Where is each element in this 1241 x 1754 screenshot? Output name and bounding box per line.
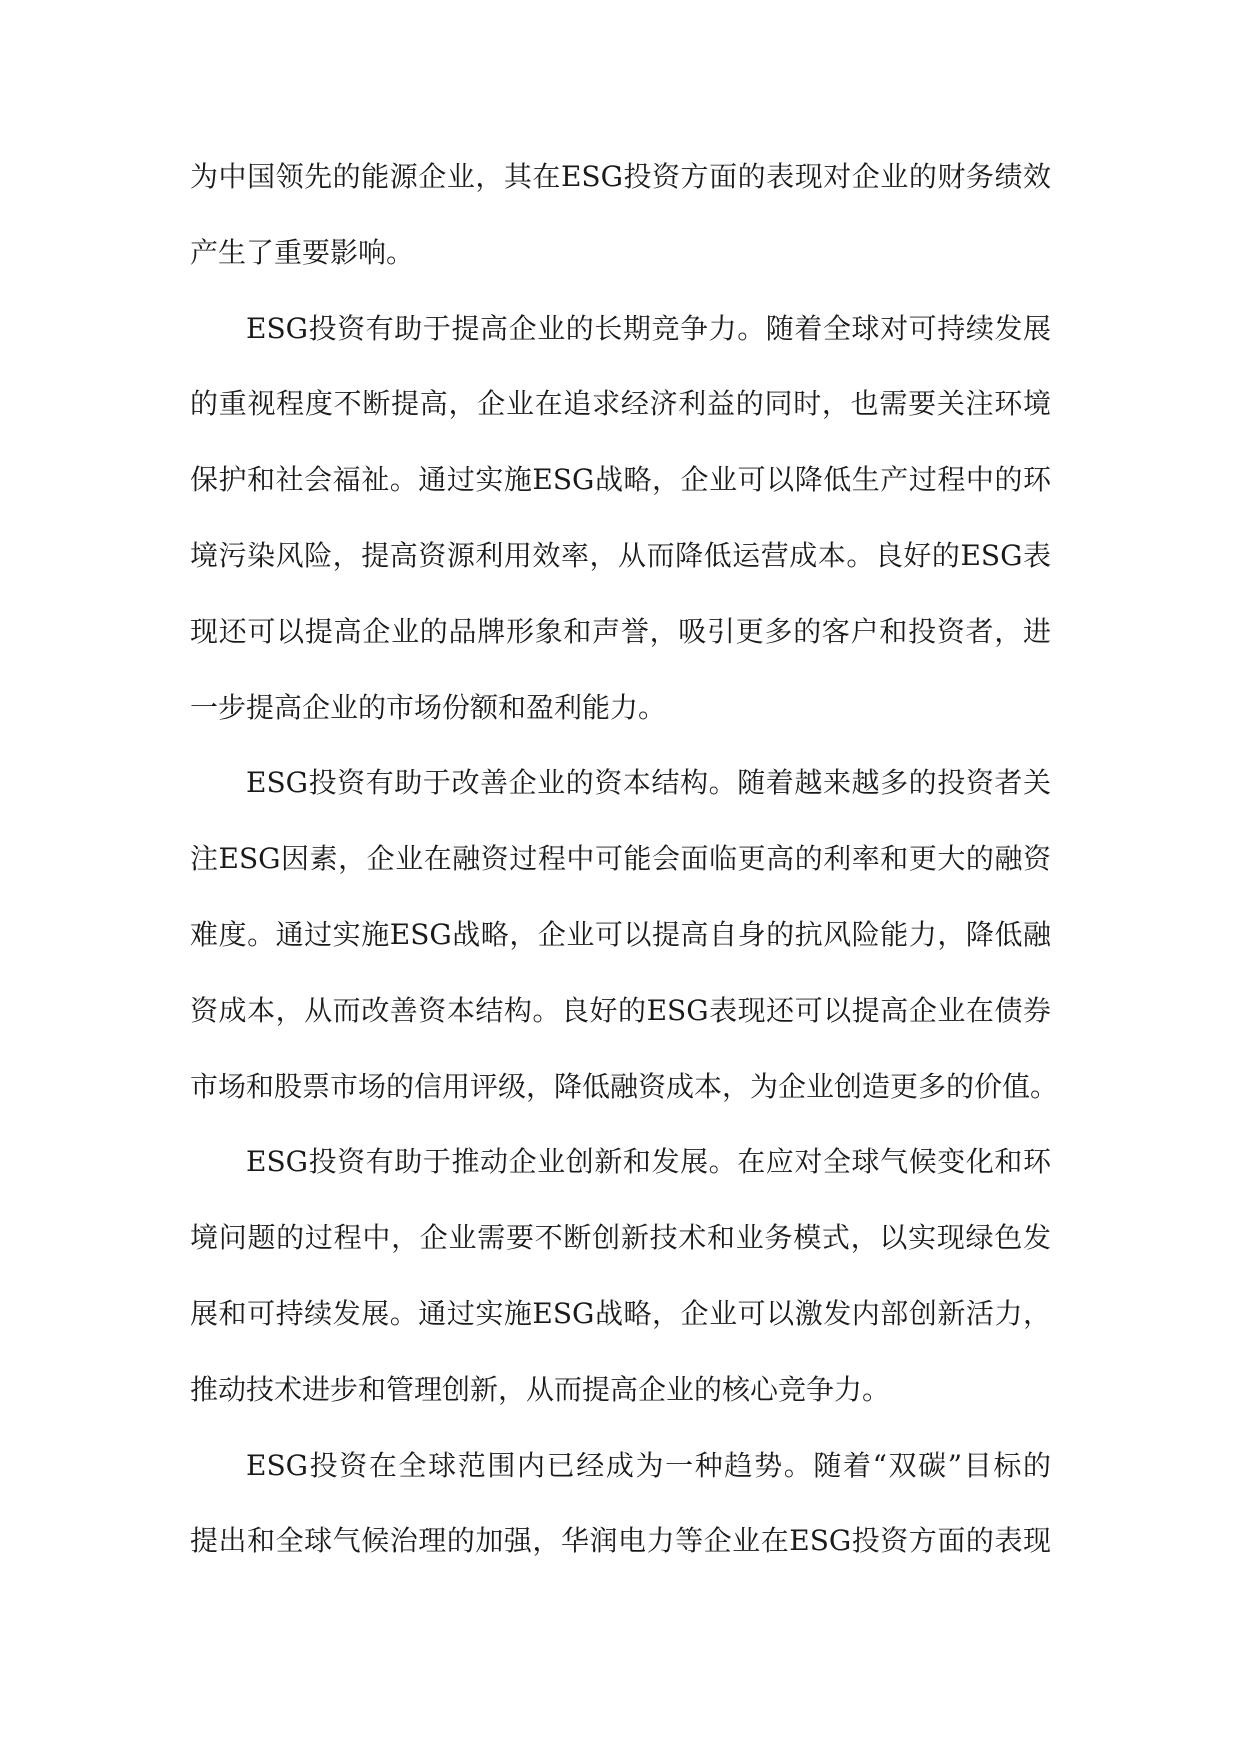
text-line: 展和可持续发展。通过实施ESG战略，企业可以激发内部创新活力， <box>190 1296 1051 1330</box>
paragraph-2 <box>190 304 1051 759</box>
text-line: 注ESG因素，企业在融资过程中可能会面临更高的利率和更大的融资 <box>190 842 1051 876</box>
text-line: 现还可以提高企业的品牌形象和声誉，吸引更多的客户和投资者，进 <box>190 614 1051 648</box>
text-line: 为中国领先的能源企业，其在ESG投资方面的表现对企业的财务绩效 <box>190 160 1051 193</box>
text-line: 难度。通过实施ESG战略，企业可以提高自身的抗风险能力，降低融 <box>190 917 1051 951</box>
text-line: ESG投资有助于改善企业的资本结构。随着越来越多的投资者关 <box>246 766 1051 800</box>
text-line: ESG投资有助于推动企业创新和发展。在应对全球气候变化和环 <box>246 1145 1051 1179</box>
text-line: 推动技术进步和管理创新，从而提高企业的核心竞争力。 <box>190 1372 891 1406</box>
text-line: 资成本，从而改善资本结构。良好的ESG表现还可以提高企业在债券 <box>190 993 1051 1027</box>
text-line: 保护和社会福祉。通过实施ESG战略，企业可以降低生产过程中的环 <box>190 463 1051 497</box>
paragraph-5 <box>190 1441 1051 1593</box>
text-line: 提出和全球气候治理的加强，华润电力等企业在ESG投资方面的表现 <box>190 1524 1051 1558</box>
text-line: ESG投资有助于提高企业的长期竞争力。随着全球对可持续发展 <box>246 311 1051 345</box>
paragraph-4 <box>190 1137 1051 1440</box>
text-line: 境问题的过程中，企业需要不断创新技术和业务模式，以实现绿色发 <box>190 1221 1051 1255</box>
text-line: 境污染风险，提高资源利用效率，从而降低运营成本。良好的ESG表 <box>190 538 1051 572</box>
text-line: 产生了重要影响。 <box>190 235 415 269</box>
paragraph-3 <box>190 758 1059 1137</box>
document-body <box>190 152 1059 1592</box>
text-line: 的重视程度不断提高，企业在追求经济利益的同时，也需要关注环境 <box>190 387 1051 421</box>
text-line: 一步提高企业的市场份额和盈利能力。 <box>190 690 667 724</box>
text-line: 市场和股票市场的信用评级，降低融资成本，为企业创造更多的价值。 <box>190 1069 1059 1103</box>
text-line: ESG投资在全球范围内已经成为一种趋势。随着“双碳”目标的 <box>246 1448 1051 1482</box>
paragraph-1 <box>190 152 1051 304</box>
